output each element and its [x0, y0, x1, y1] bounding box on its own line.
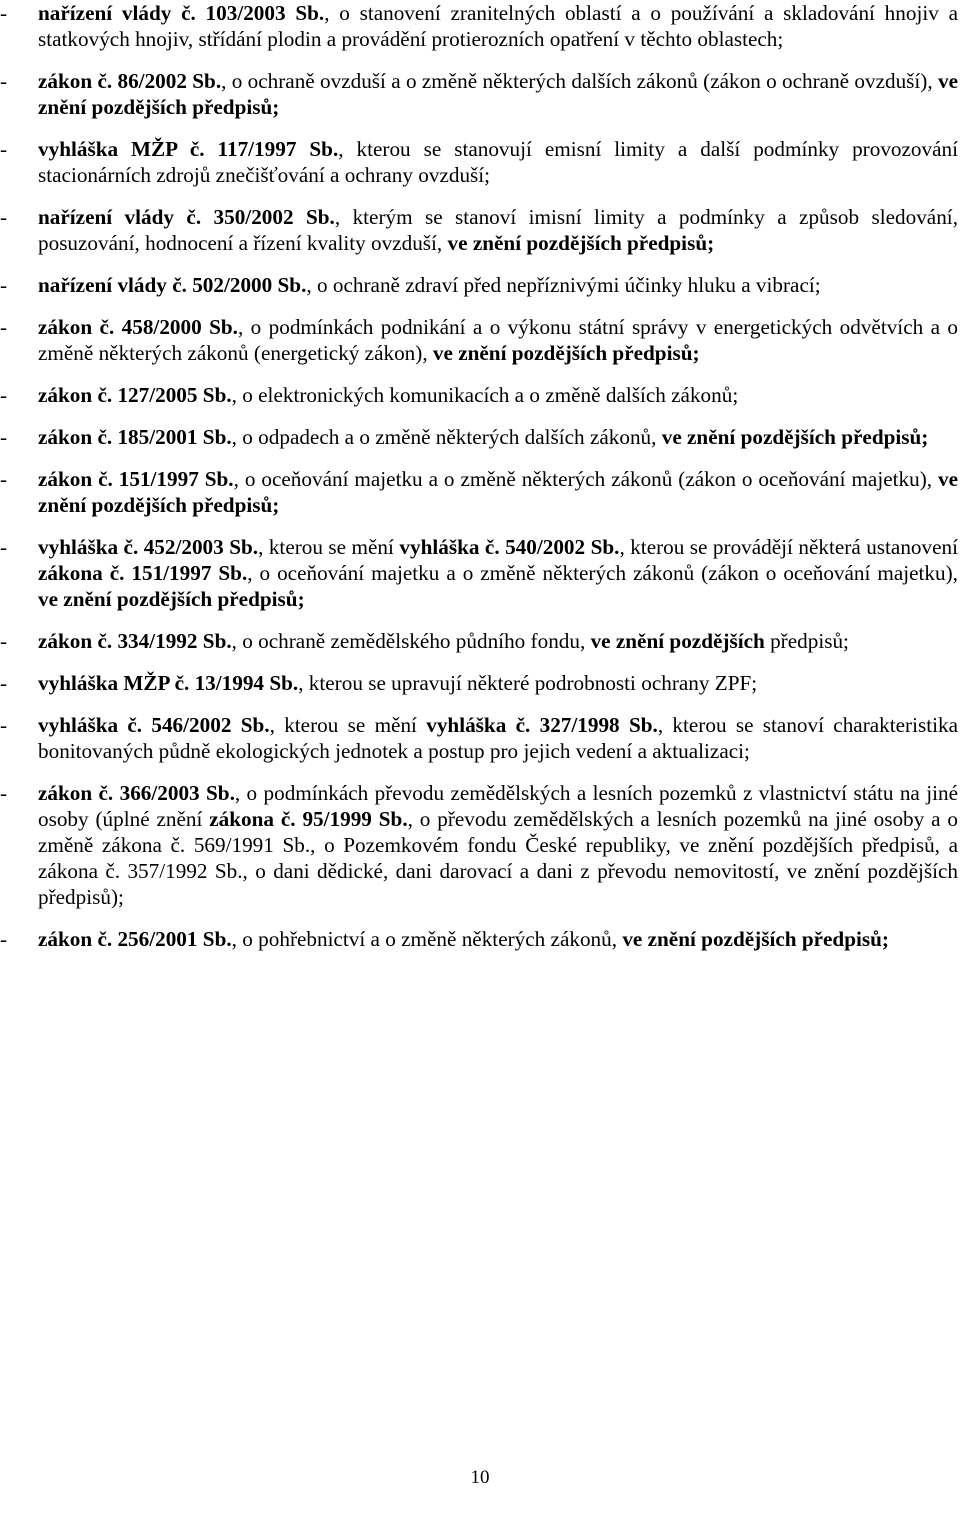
legislation-description: , o ochraně zdraví před nepříznivými účinky hluku a vibrací; — [306, 273, 821, 297]
legislation-reference: ve znění pozdějších předpisů; — [661, 425, 929, 449]
legislation-description: , o převodu zemědělských a lesních pozemků na jiné osoby a o změně zákona č. 569/1991 Sb., o Pozemkovém fondu České republiky, ve znění pozdějších předpisů, a zákona č. 357/1992 Sb., o dani dědické, dani darovací a dani z převodu nemovitostí, ve znění pozdějších předpisů); — [38, 807, 958, 909]
list-bullet-dash: - — [0, 713, 8, 737]
list-item — [0, 314, 960, 366]
list-bullet-dash: - — [0, 315, 8, 339]
legislation-reference: vyhláška MŽP č. 117/1997 Sb. — [38, 137, 339, 161]
list-item — [0, 204, 960, 256]
legislation-reference: ve znění pozdějších předpisů; — [432, 341, 700, 365]
list-item — [0, 424, 960, 450]
list-bullet-dash: - — [0, 383, 8, 407]
legislation-description: , o ochraně zemědělského půdního fondu, — [231, 629, 591, 653]
legislation-reference: vyhláška MŽP č. 13/1994 Sb. — [38, 671, 299, 695]
list-item — [0, 712, 960, 764]
list-bullet-dash: - — [0, 137, 8, 161]
legislation-reference: ve znění pozdějších předpisů; — [447, 231, 715, 255]
legislation-reference: nařízení vlády č. 350/2002 Sb. — [38, 205, 335, 229]
legislation-description: , kterou se stanoví charakteristika bonitovaných půdně ekologických jednotek a postup pro jejich vedení a aktualizaci; — [38, 713, 959, 763]
legislation-reference: zákon č. 151/1997 Sb. — [38, 467, 234, 491]
list-item — [0, 670, 960, 696]
legislation-description: , kterou se mění — [258, 535, 400, 559]
list-bullet-dash: - — [0, 671, 8, 695]
list-bullet-dash: - — [0, 273, 8, 297]
legislation-description: , o oceňování majetku a o změně některých zákonů (zákon o oceňování majetku), — [233, 467, 938, 491]
page-number: 10 — [470, 1467, 490, 1488]
legislation-description: , o podmínkách převodu zemědělských a lesních pozemků z vlastnictví státu na jiné osoby (úplné znění — [38, 781, 958, 831]
list-item — [0, 926, 960, 952]
list-item — [0, 466, 960, 518]
legislation-reference: zákona č. 151/1997 Sb. — [38, 561, 248, 585]
list-item — [0, 780, 960, 910]
legislation-description: , o ochraně ovzduší a o změně některých dalších zákonů (zákon o ochraně ovzduší), — [221, 69, 938, 93]
legislation-reference: ve znění pozdějších předpisů; — [38, 467, 958, 517]
legislation-reference: zákon č. 334/1992 Sb. — [38, 629, 232, 653]
legislation-description: , o oceňování majetku a o změně některých zákonů (zákon o oceňování majetku), — [247, 561, 958, 585]
list-bullet-dash: - — [0, 69, 8, 93]
legislation-reference: zákon č. 366/2003 Sb. — [38, 781, 235, 805]
legislation-description: , kterou se stanovují emisní limity a další podmínky provozování stacionárních zdrojů znečišťování a ochrany ovzduší; — [38, 137, 958, 187]
list-item — [0, 272, 960, 298]
legislation-reference: zákon č. 458/2000 Sb. — [38, 315, 238, 339]
legislation-description: , o stanovení zranitelných oblastí a o používání a skladování hnojiv a statkových hnojiv, střídání plodin a provádění protierozních opatření v těchto oblastech; — [38, 1, 958, 51]
list-item — [0, 68, 960, 120]
list-bullet-dash: - — [0, 467, 8, 491]
list-item — [0, 628, 960, 654]
list-bullet-dash: - — [0, 629, 8, 653]
legislation-description: , o odpadech a o změně některých dalších zákonů, — [231, 425, 662, 449]
list-bullet-dash: - — [0, 535, 8, 559]
list-bullet-dash: - — [0, 205, 8, 229]
legislation-reference: zákon č. 86/2002 Sb. — [38, 69, 222, 93]
list-item — [0, 382, 960, 408]
legislation-description: , kterou se upravují některé podrobnosti ochrany ZPF; — [298, 671, 758, 695]
legislation-reference: zákon č. 127/2005 Sb. — [38, 383, 232, 407]
legislation-reference: vyhláška č. 540/2002 Sb. — [399, 535, 620, 559]
legislation-description: , o elektronických komunikacích a o změně dalších zákonů; — [231, 383, 739, 407]
list-bullet-dash: - — [0, 425, 8, 449]
legislation-reference: zákon č. 256/2001 Sb. — [38, 927, 232, 951]
list-item — [0, 0, 960, 52]
legislation-reference: zákon č. 185/2001 Sb. — [38, 425, 232, 449]
legislation-reference: vyhláška č. 546/2002 Sb. — [38, 713, 270, 737]
legislation-description: , kterou se mění — [269, 713, 427, 737]
legislation-description: , o pohřebnictví a o změně některých zákonů, — [231, 927, 623, 951]
list-bullet-dash: - — [0, 927, 8, 951]
legislation-description: , kterým se stanoví imisní limity a podmínky a způsob sledování, posuzování, hodnocení a řízení kvality ovzduší, — [38, 205, 958, 255]
legislation-reference: nařízení vlády č. 502/2000 Sb. — [38, 273, 307, 297]
legislation-reference: vyhláška č. 327/1998 Sb. — [426, 713, 658, 737]
legislation-reference: ve znění pozdějších předpisů; — [38, 69, 958, 119]
legislation-reference: zákona č. 95/1999 Sb. — [209, 807, 408, 831]
list-item — [0, 136, 960, 188]
legislation-description: , o podmínkách podnikání a o výkonu státní správy v energetických odvětvích a o změně některých zákonů (energetický zákon), — [38, 315, 958, 365]
list-bullet-dash: - — [0, 781, 8, 805]
list-item — [0, 534, 960, 612]
legislation-reference: ve znění pozdějších předpisů; — [622, 927, 889, 951]
list-bullet-dash: - — [0, 1, 8, 25]
legislation-reference: ve znění pozdějších — [590, 629, 765, 653]
legislation-reference: ve znění pozdějších předpisů; — [38, 587, 305, 611]
legislation-description: , kterou se provádějí některá ustanovení — [619, 535, 958, 559]
legislation-reference: vyhláška č. 452/2003 Sb. — [38, 535, 259, 559]
legislation-description: předpisů; — [764, 629, 849, 653]
legislation-reference: nařízení vlády č. 103/2003 Sb. — [38, 1, 325, 25]
